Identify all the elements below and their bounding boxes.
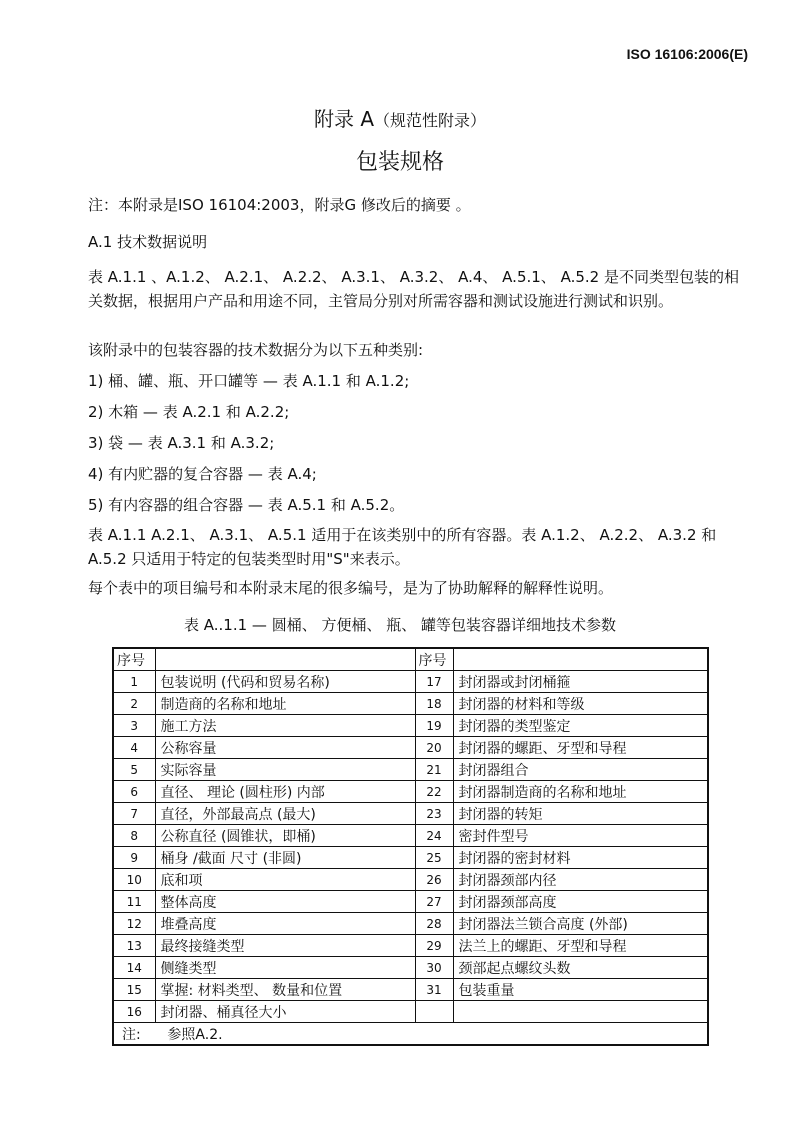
item-text-left: 堆叠高度 <box>155 913 415 935</box>
item-text-right: 颈部起点螺纹头数 <box>453 957 708 979</box>
item-text-right: 封闭器的密封材料 <box>453 847 708 869</box>
table-note-row <box>113 1023 708 1046</box>
category-intro: 该附录中的包装容器的技术数据分为以下五种类别: <box>88 341 424 359</box>
table-row <box>113 671 708 693</box>
item-number-right: 22 <box>415 781 453 803</box>
page-title: 包装规格 <box>355 150 444 175</box>
item-text-right: 封闭器或封闭桶箍 <box>453 671 708 693</box>
numbering-paragraph: 每个表中的项目编号和本附录末尾的很多编号，是为了协助解释的解释性说明。 <box>88 579 614 597</box>
item-text-right: 封闭器颈部高度 <box>453 891 708 913</box>
table-row <box>113 957 708 979</box>
item-text-right: 法兰上的螺距、牙型和导程 <box>453 935 708 957</box>
section-heading: A.1 技术数据说明 <box>88 233 208 251</box>
item-text-left: 桶身 /截面 尺寸 (非圆) <box>155 847 415 869</box>
item-number-left: 2 <box>113 693 155 715</box>
item-text-left: 直径，外部最高点 (最大) <box>155 803 415 825</box>
item-text-left: 公称容量 <box>155 737 415 759</box>
item-text-right: 封闭器的螺距、牙型和导程 <box>453 737 708 759</box>
table-row <box>113 935 708 957</box>
category-item-4: 4) 有内贮器的复合容器 — 表 A.4; <box>88 465 317 483</box>
item-number-right: 31 <box>415 979 453 1001</box>
category-item-5: 5) 有内容器的组合容器 — 表 A.5.1 和 A.5.2。 <box>88 496 405 514</box>
item-text-left: 掌握: 材料类型、 数量和位置 <box>155 979 415 1001</box>
item-text-left: 施工方法 <box>155 715 415 737</box>
item-number-right: 25 <box>415 847 453 869</box>
table-row <box>113 891 708 913</box>
item-number-left: 8 <box>113 825 155 847</box>
item-number-left: 4 <box>113 737 155 759</box>
item-number-left: 7 <box>113 803 155 825</box>
annex-subtitle: （规范性附录） <box>374 111 487 130</box>
table-row <box>113 1001 708 1023</box>
item-text-right: 封闭器的转矩 <box>453 803 708 825</box>
item-text-left: 直径、 理论 (圆柱形) 内部 <box>155 781 415 803</box>
item-number-right: 27 <box>415 891 453 913</box>
item-text-right: 封闭器组合 <box>453 759 708 781</box>
document-id: ISO 16106:2006(E) <box>626 46 748 62</box>
item-text-left: 制造商的名称和地址 <box>155 693 415 715</box>
item-text-left: 包装说明 (代码和贸易名称) <box>155 671 415 693</box>
table-note: 注: 参照A.2. <box>113 1023 708 1046</box>
item-number-left: 10 <box>113 869 155 891</box>
header-number-left: 序号 <box>113 648 155 671</box>
item-number-left: 3 <box>113 715 155 737</box>
category-item-1: 1) 桶、罐、瓶、开口罐等 — 表 A.1.1 和 A.1.2; <box>88 372 410 390</box>
intro-paragraph: 表 A.1.1 、A.1.2、 A.2.1、 A.2.2、 A.3.1、 A.3.2、 A.4、 A.5.1、 A.5.2 是不同类型包装的相关数据，根据用户产品和用途不同，主管局分别对所需容器和测试设施进行测试和识别。 <box>88 268 739 310</box>
item-text-left: 最终接缝类型 <box>155 935 415 957</box>
item-number-left: 15 <box>113 979 155 1001</box>
item-number-right: 29 <box>415 935 453 957</box>
item-number-right: 26 <box>415 869 453 891</box>
table-row <box>113 847 708 869</box>
item-text-right: 包装重量 <box>453 979 708 1001</box>
table-row <box>113 737 708 759</box>
item-number-right: 17 <box>415 671 453 693</box>
header-blank-right <box>453 648 708 671</box>
applicability-paragraph: 表 A.1.1 A.2.1、 A.3.1、 A.5.1 适用于在该类别中的所有容器。表 A.1.2、 A.2.2、 A.3.2 和 A.5.2 只适用于特定的包装类型时用"S"来表示。 <box>88 526 717 568</box>
item-text-right: 封闭器制造商的名称和地址 <box>453 781 708 803</box>
item-text-left: 封闭器、桶真径大小 <box>155 1001 415 1023</box>
item-number-right: 24 <box>415 825 453 847</box>
header-blank-left <box>155 648 415 671</box>
item-number-right: 18 <box>415 693 453 715</box>
item-number-left: 1 <box>113 671 155 693</box>
item-text-right <box>453 1001 708 1023</box>
item-number-left: 5 <box>113 759 155 781</box>
category-item-3: 3) 袋 — 表 A.3.1 和 A.3.2; <box>88 434 275 452</box>
table-row <box>113 979 708 1001</box>
item-text-left: 实际容量 <box>155 759 415 781</box>
item-text-right: 封闭器的类型鉴定 <box>453 715 708 737</box>
table-row <box>113 913 708 935</box>
item-number-left: 16 <box>113 1001 155 1023</box>
category-item-2: 2) 木箱 — 表 A.2.1 和 A.2.2; <box>88 403 290 421</box>
item-text-right: 封闭器颈部内径 <box>453 869 708 891</box>
item-number-left: 14 <box>113 957 155 979</box>
item-text-right: 封闭器法兰锁合高度 (外部) <box>453 913 708 935</box>
header-number-right: 序号 <box>415 648 453 671</box>
table-row <box>113 693 708 715</box>
table-header-row <box>113 648 708 671</box>
table-row <box>113 781 708 803</box>
table-row <box>113 759 708 781</box>
item-number-left: 13 <box>113 935 155 957</box>
item-number-right: 28 <box>415 913 453 935</box>
item-text-left: 整体高度 <box>155 891 415 913</box>
item-text-left: 底和项 <box>155 869 415 891</box>
item-number-left: 11 <box>113 891 155 913</box>
item-number-right: 20 <box>415 737 453 759</box>
item-text-left: 公称直径 (圆锥状，即桶) <box>155 825 415 847</box>
item-number-right: 23 <box>415 803 453 825</box>
table-row <box>113 869 708 891</box>
item-number-right: 30 <box>415 957 453 979</box>
table-caption: 表 A..1.1 — 圆桶、 方便桶、 瓶、 罐等包装容器详细地技术参数 <box>184 616 616 634</box>
item-text-right: 密封件型号 <box>453 825 708 847</box>
item-number-left: 9 <box>113 847 155 869</box>
spec-table <box>112 647 709 1046</box>
item-number-left: 6 <box>113 781 155 803</box>
item-text-left: 侧缝类型 <box>155 957 415 979</box>
item-number-right <box>415 1001 453 1023</box>
spec-table-body <box>113 648 708 1045</box>
annex-label: 附录 A <box>313 107 375 131</box>
annex-note: 注：本附录是ISO 16104:2003，附录G 修改后的摘要 。 <box>88 196 471 214</box>
table-row <box>113 803 708 825</box>
annex-title <box>0 103 800 132</box>
item-number-right: 21 <box>415 759 453 781</box>
item-text-right: 封闭器的材料和等级 <box>453 693 708 715</box>
item-number-left: 12 <box>113 913 155 935</box>
item-number-right: 19 <box>415 715 453 737</box>
table-row <box>113 825 708 847</box>
table-row <box>113 715 708 737</box>
